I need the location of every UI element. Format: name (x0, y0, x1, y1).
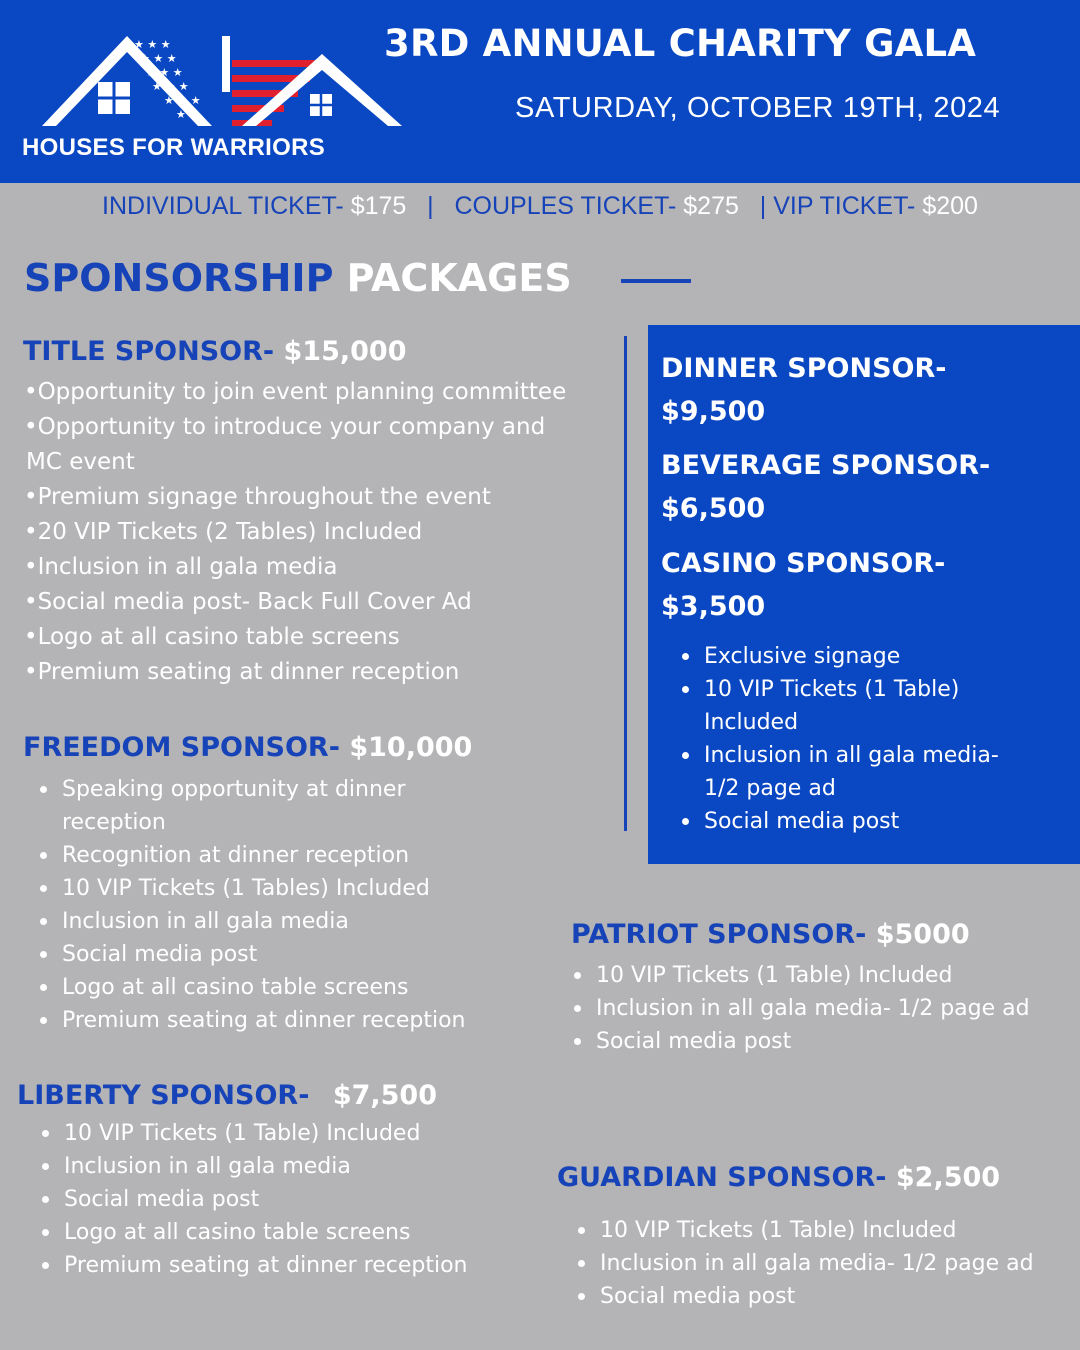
svg-text:★ ★ ★: ★ ★ ★ (134, 38, 171, 51)
list-item: Logo at all casino table screens (40, 1216, 520, 1249)
list-item: Inclusion in all gala media (40, 1150, 520, 1183)
packages-heading (24, 256, 572, 300)
title-sponsor-benefits (24, 375, 566, 690)
ticket-label: COUPLES TICKET- (454, 192, 677, 220)
list-item: Inclusion in all gala media- 1/2 page ad (576, 1247, 1034, 1280)
sponsor-name: CASINO SPONSOR- (661, 548, 946, 579)
beverage-sponsor-heading (661, 444, 990, 530)
list-item: 10 VIP Tickets (1 Table) Included (572, 959, 1030, 992)
list-item: Social media post (40, 1183, 520, 1216)
title-sponsor-heading (23, 336, 407, 367)
freedom-sponsor-heading (23, 732, 472, 763)
list-item: Premium seating at dinner reception (38, 1004, 458, 1037)
list-item: •Inclusion in all gala media (24, 554, 338, 580)
list-item: Recognition at dinner reception (38, 839, 458, 872)
list-item: Social media post (680, 805, 1040, 838)
ticket-prices (0, 192, 1080, 221)
shared-sponsor-benefits (680, 640, 1040, 838)
sponsor-name: LIBERTY SPONSOR- (17, 1080, 310, 1111)
ticket-separator: | (745, 192, 767, 220)
list-item: MC event (26, 449, 135, 475)
column-divider (624, 336, 627, 831)
svg-text:★ ★ ★: ★ ★ ★ (164, 94, 201, 107)
ticket-price: $175 (350, 192, 407, 220)
svg-text:★ ★: ★ ★ (176, 108, 200, 121)
list-item: •Social media post- Back Full Cover Ad (24, 589, 472, 615)
sponsor-name: TITLE SPONSOR- (23, 336, 275, 367)
list-item: Inclusion in all gala media- 1/2 page ad (572, 992, 1030, 1025)
sponsor-price: $6,500 (661, 493, 766, 524)
list-item: 10 VIP Tickets (1 Table) Included (576, 1214, 1034, 1247)
sponsor-name: GUARDIAN SPONSOR- (557, 1162, 887, 1193)
list-item: •Logo at all casino table screens (24, 624, 400, 650)
list-item: •20 VIP Tickets (2 Tables) Included (24, 519, 423, 545)
list-item: Exclusive signage (680, 640, 1040, 673)
packages-heading-part2: PACKAGES (346, 256, 572, 300)
logo-text: HOUSES FOR WARRIORS (22, 134, 326, 161)
list-item: Social media post (576, 1280, 1034, 1313)
sponsor-price: $5000 (875, 919, 970, 950)
list-item: •Opportunity to join event planning committee (24, 379, 567, 405)
ticket-price: $200 (922, 192, 978, 220)
patriot-sponsor-heading (571, 919, 970, 950)
list-item: 10 VIP Tickets (1 Tables) Included (38, 872, 458, 905)
sponsor-name: FREEDOM SPONSOR- (23, 732, 340, 763)
liberty-sponsor-heading (17, 1080, 437, 1111)
list-item: Inclusion in all gala media (38, 905, 458, 938)
list-item: •Premium seating at dinner reception (24, 659, 460, 685)
packages-heading-part1: SPONSORSHIP (24, 256, 334, 300)
list-item: Social media post (572, 1025, 1030, 1058)
header-banner (0, 0, 1080, 183)
stars-icon (134, 38, 201, 121)
freedom-sponsor-benefits (38, 773, 466, 1037)
list-item: •Opportunity to introduce your company and (24, 414, 546, 440)
list-item: Logo at all casino table screens (38, 971, 458, 1004)
sponsor-price: $7,500 (332, 1080, 438, 1111)
sponsor-name: BEVERAGE SPONSOR- (661, 450, 991, 481)
svg-text:★ ★ ★: ★ ★ ★ (146, 66, 183, 79)
sponsor-price: $2,500 (895, 1162, 1001, 1193)
list-item: Inclusion in all gala media- 1/2 page ad (680, 739, 1030, 805)
sponsor-price: $3,500 (661, 591, 766, 622)
event-date: SATURDAY, OCTOBER 19TH, 2024 (515, 92, 1001, 124)
list-item: Speaking opportunity at dinner reception (38, 773, 448, 839)
guardian-sponsor-heading (557, 1162, 1000, 1193)
list-item: •Premium signage throughout the event (24, 484, 491, 510)
ticket-label: VIP TICKET- (773, 192, 916, 220)
svg-text:★ ★ ★: ★ ★ ★ (152, 80, 189, 93)
combined-sponsor-box (648, 325, 1080, 864)
sponsor-name: DINNER SPONSOR- (661, 353, 947, 384)
sponsor-price: $9,500 (661, 396, 766, 427)
svg-text:★ ★ ★: ★ ★ ★ (140, 52, 177, 65)
heading-underline (621, 279, 691, 283)
sponsor-price: $10,000 (349, 732, 473, 763)
dinner-sponsor-heading (661, 347, 946, 433)
list-item: 10 VIP Tickets (1 Table) Included (40, 1117, 520, 1150)
list-item: Social media post (38, 938, 458, 971)
liberty-sponsor-benefits (40, 1117, 520, 1282)
list-item: 10 VIP Tickets (1 Table) Included (680, 673, 980, 739)
casino-sponsor-heading (661, 542, 945, 628)
sponsor-name: PATRIOT SPONSOR- (571, 919, 867, 950)
ticket-separator: | (413, 192, 448, 220)
patriot-sponsor-benefits (572, 959, 1030, 1058)
ticket-label: INDIVIDUAL TICKET- (102, 192, 344, 220)
ticket-price: $275 (683, 192, 739, 220)
event-title: 3RD ANNUAL CHARITY GALA (384, 22, 977, 65)
guardian-sponsor-benefits (576, 1214, 1034, 1313)
sponsor-price: $15,000 (283, 336, 407, 367)
list-item: Premium seating at dinner reception (40, 1249, 520, 1282)
